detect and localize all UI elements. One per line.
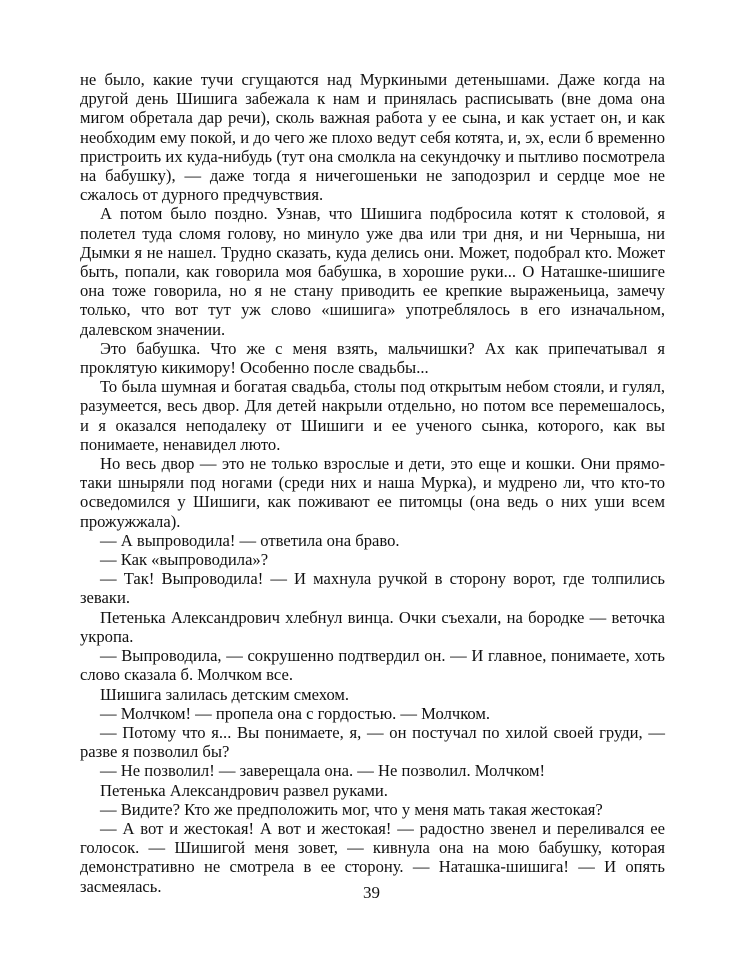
paragraph-1: не было, какие тучи сгущаются над Муркиными детенышами. Даже когда на другой день Шишига забежала к нам и принялась расписывать (вне дома она мигом обретала дар речи), сколь важная работа у ее сына, и как устает он, и как необходим ему покой, и до чего же плохо ведут себя котята, и, эх, если б временно пристроить их куда-нибудь (тут она смолкла на секундочку и пытливо посмотрела на бабушку), — даже тогда я ничегошеньки не заподозрил и сердце мое не сжалось от дурного предчувствия.	[80, 70, 665, 205]
dialogue-line-2: — Как «выпроводила»?	[100, 550, 269, 570]
dialogue-line-5: — Молчком! — пропела она с гордостью. — Молчком.	[100, 703, 491, 723]
paragraph-7: Шишига залилась детским смехом.	[100, 684, 350, 704]
paragraph-5: Но весь двор — это не только взрослые и дети, это еще и кошки. Они прямо-таки шныряли под ногами (среди них и наша Мурка), и мудрено ли, что кто-то осведомился у Шишиги, как поживают ее питомцы (она ведь о них уши всем прожужжала).	[80, 454, 665, 531]
paragraph-2: А потом было поздно. Узнав, что Шишига подбросила котят к столовой, я полетел туда сломя голову, но минуло уже два или три дня, и ни Черныша, ни Дымки я не нашел. Трудно сказать, куда делись они. Может, подобрал кто. Может быть, попали, как говорила моя бабушка, в хорошие руки... О Наташке-шишиге она тоже говорила, но я не стану приводить ее крепкие выраженьица, замечу только, что вот тут уж слово «шишига» употреблялось в его изначальном, далевском значении.	[80, 204, 665, 339]
dialogue-line-6: — Потому что я... Вы понимаете, я, — он постучал по хилой своей груди, — разве я позволил бы?	[80, 722, 665, 762]
dialogue-line-3: — Так! Выпроводила! — И махнула ручкой в сторону ворот, где толпились зеваки.	[80, 569, 665, 608]
dialogue-line-4: — Выпроводила, — сокрушенно подтвердил он. — И главное, понимаете, хоть слово сказала б. Молчком все.	[80, 646, 665, 685]
page-number: 39	[363, 883, 380, 902]
paragraph-3: Это бабушка. Что же с меня взять, мальчишки? Ах как припечатывал я проклятую кикимору! Особенно после свадьбы...	[80, 338, 665, 378]
dialogue-line-9: — А вот и жестокая! А вот и жестокая! — радостно звенел и переливался ее голосок. — Шишигой меня зовет, — кивнула она на мою бабушку, которая демонстративно не смотрела в ее сторону. — Наташка-шишига! — И опять засмеялась.	[80, 818, 665, 896]
text-body	[80, 70, 665, 896]
dialogue-line-8: — Видите? Кто же предположить мог, что у меня мать такая жестокая?	[100, 799, 603, 819]
dialogue-line-7: — Не позволил! — заверещала она. — Не позволил. Молчком!	[100, 761, 546, 781]
dialogue-line-1: — А выпроводила! — ответила она браво.	[100, 530, 400, 550]
paragraph-6: Петенька Александрович хлебнул винца. Очки съехали, на бородке — веточка укропа.	[80, 607, 665, 646]
paragraph-8: Петенька Александрович развел руками.	[100, 780, 388, 800]
paragraph-4: То была шумная и богатая свадьба, столы под открытым небом стояли, и гулял, разумеется, весь двор. Для детей накрыли отдельно, но потом все перемешалось, и я оказался неподалеку от Шишиги и ее ученого сынка, которого, как вы понимаете, ненавидел люто.	[80, 377, 665, 454]
